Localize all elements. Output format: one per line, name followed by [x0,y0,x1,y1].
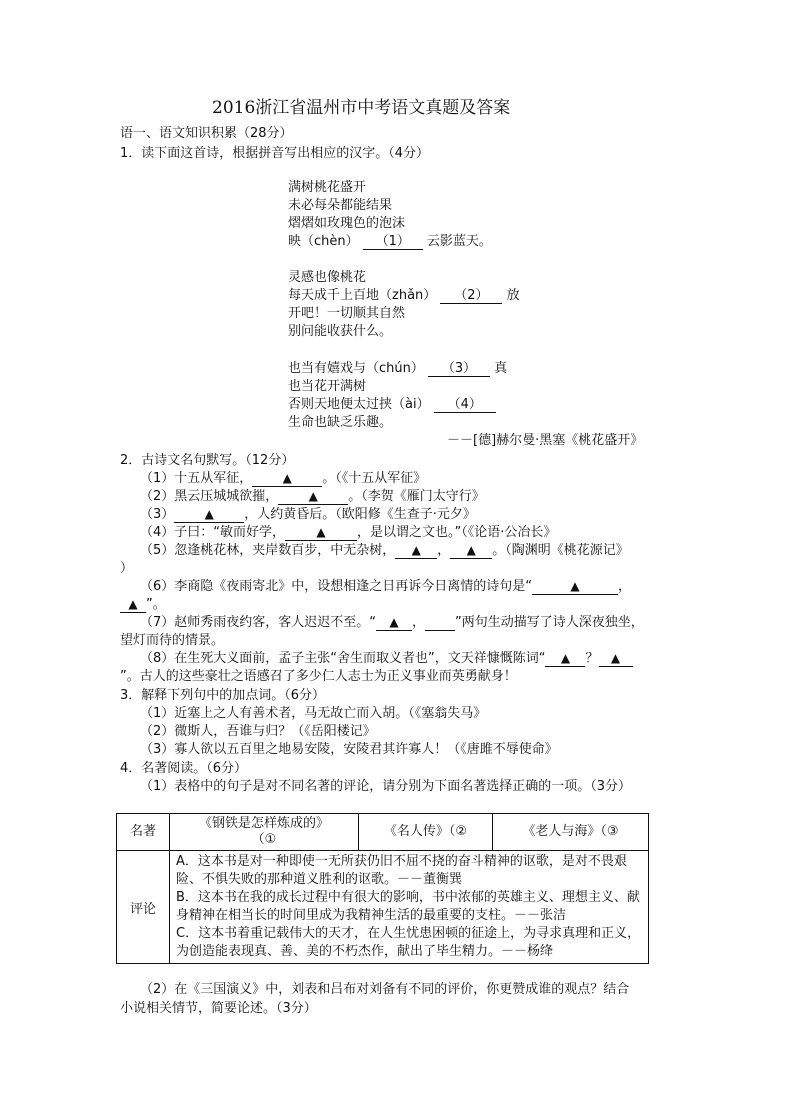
comment-c: C．这本书着重记载伟大的天才，在人生忧患困顿的征途上，为寻求真理和正义，为创造能表现真、善、美的不朽杰作，献出了毕生精力。－－杨绛 [176,926,641,959]
fill-blank[interactable]: ▲ [532,579,618,595]
q2-item-6-cont [120,597,166,613]
answer-blank-2[interactable]: （2） [440,288,502,304]
poem-line [288,234,492,250]
fill-blank[interactable]: ▲ [278,489,348,505]
book-review-table [116,813,649,964]
poem-text: 也当有嬉戏与（chún） [288,361,424,376]
comment-b: B．这本书在我的成长过程中有很大的影响，书中浓郁的英雄主义、理想主义、献身精神在相当长的时间里成为我精神生活的最重要的支柱。－－张洁 [176,890,640,923]
poem-text: 放 [506,288,520,303]
item-text: 。（李贺《雁门太守行》 [348,489,485,504]
poem-text: 云影蓝天。 [426,234,492,249]
section-heading: 语一、语文知识积累（28分） [120,126,293,141]
item-text: 。（陶渊明《桃花源记》 [492,543,629,558]
item-text: ”。 [146,597,166,612]
poem-line: 满树桃花盛开 [288,180,367,195]
table-header: 名著 [117,814,170,851]
fill-blank[interactable]: ▲ [545,651,585,667]
item-text: （8）在生死大义面前，孟子主张“舍生而取义者也”，文天祥慷慨陈词“ [140,651,546,666]
comment-a: A．这本书是对一种即使一无所获仍旧不屈不挠的奋斗精神的讴歌，是对不畏艰险、不惧失败的那种道义胜利的讴歌。－－董衡巽 [176,854,627,887]
poem-line: 别问能收获什么。 [288,324,393,339]
q2-item-3 [140,507,476,523]
item-text: （4）子曰：“敏而好学， [140,525,286,540]
fill-blank[interactable]: ▲ [450,543,492,559]
fill-blank[interactable]: ▲ [120,597,146,613]
item-text: （3） [140,507,175,522]
poem-line: 开吧！一切顺其自然 [288,306,406,321]
poem-line [288,288,520,304]
answer-blank-1[interactable]: （1） [363,234,423,250]
question-2-stem: 2．古诗文名句默写。（12分） [120,453,295,468]
item-text: （6）李商隐《夜雨寄北》中，设想相逢之日再诉今日离情的诗句是“ [140,579,533,594]
q3-item: （1）近塞上之人有善术者，马无故亡而入胡。（《塞翁失马》 [140,706,487,721]
q2-item-7 [140,615,644,631]
q2-item-4 [140,525,556,541]
item-text: ”两句生动描写了诗人深夜独坐， [455,615,644,630]
comments-cell [170,851,649,964]
item-text: ， [618,579,632,594]
q2-item-5-cont: ） [120,561,134,576]
q3-item: （2）微斯人，吾谁与归？（《岳阳楼记》 [140,724,376,739]
fill-blank[interactable]: ▲ [252,471,322,487]
poem-line: 灵感也像桃花 [288,270,367,285]
poem-text: 真 [494,361,508,376]
poem-line [288,361,507,377]
q4-sub-1: （1）表格中的句子是对不同名著的评论，请分别为下面名著选择正确的一项。（3分） [140,779,632,794]
poem-text: 每天成千上百地（zhǎn） [288,288,437,303]
item-text: 。（《十五从军征》 [322,471,427,486]
q4-sub-2: （2）在《三国演义》中，刘表和吕布对刘备有不同的评价，你更赞成谁的观点？结合 [140,982,630,997]
item-text: ， [437,543,451,558]
q2-item-2 [140,489,485,505]
answer-blank-3[interactable]: （3） [428,361,490,377]
table-header [170,814,359,851]
item-text: ，人约黄昏后。（欧阳修《生查子·元夕》 [244,507,476,522]
poem-text: 否则天地便太过挟（ài） [288,397,430,412]
item-text: ， [412,615,426,630]
q2-item-5 [140,543,629,559]
q2-item-8-cont: ”。古人的这些豪壮之语感召了多少仁人志士为正义事业而英勇献身！ [120,669,517,684]
q2-item-8 [140,651,633,667]
question-3-stem: 3．解释下列句中的加点词。（6分） [120,688,326,703]
fill-blank[interactable]: ▲ [174,507,244,523]
table-header: 《名人传》（② [359,814,493,851]
item-text: ？ [585,651,599,666]
poem-line [288,397,496,413]
q3-item: （3）寡人欲以五百里之地易安陵，安陵君其许寡人！（《唐雎不辱使命》 [140,742,558,757]
table-header: 《老人与海》（③ [493,814,649,851]
question-1-stem: 1．读下面这首诗，根据拼音写出相应的汉字。（4分） [120,146,430,161]
poem-source: －－[德]赫尔曼·黑塞《桃花盛开》 [447,433,644,448]
fill-blank[interactable]: ▲ [376,615,412,631]
q2-item-7-cont: 望灯而待的情景。 [120,633,225,648]
header-text: 《钢铁是怎样炼成的》 [198,816,329,831]
header-text: （① [251,832,277,847]
item-text: ，是以谓之文也。”（《论语·公冶长》 [357,525,557,540]
page-title: 2016浙江省温州市中考语文真题及答案 [212,98,511,118]
poem-text: 映（chèn） [288,234,359,249]
q2-item-1 [140,471,426,487]
fill-blank[interactable]: ▲ [285,525,357,541]
poem-line: 熠熠如玫瑰色的泡沫 [288,216,406,231]
row-label: 评论 [117,851,170,964]
item-text: （7）赵师秀雨夜约客，客人迟迟不至。“ [140,615,377,630]
q4-sub-2-cont: 小说相关情节，简要论述。（3分） [120,1001,317,1016]
fill-blank[interactable]: ▲ [395,543,437,559]
item-text: （1）十五从军征， [140,471,253,486]
item-text: （5）忽逢桃花林，夹岸数百步，中无杂树， [140,543,396,558]
q2-item-6 [140,579,631,595]
item-text: （2）黑云压城城欲摧， [140,489,279,504]
poem-line: 也当花开满树 [288,379,367,394]
answer-blank-4[interactable]: （4） [434,397,496,413]
question-4-stem: 4．名著阅读。（6分） [120,761,248,776]
fill-blank[interactable] [425,615,455,631]
fill-blank[interactable]: ▲ [599,651,633,667]
poem-line: 生命也缺乏乐趣。 [288,415,393,430]
poem-line: 未必每朵都能结果 [288,198,393,213]
